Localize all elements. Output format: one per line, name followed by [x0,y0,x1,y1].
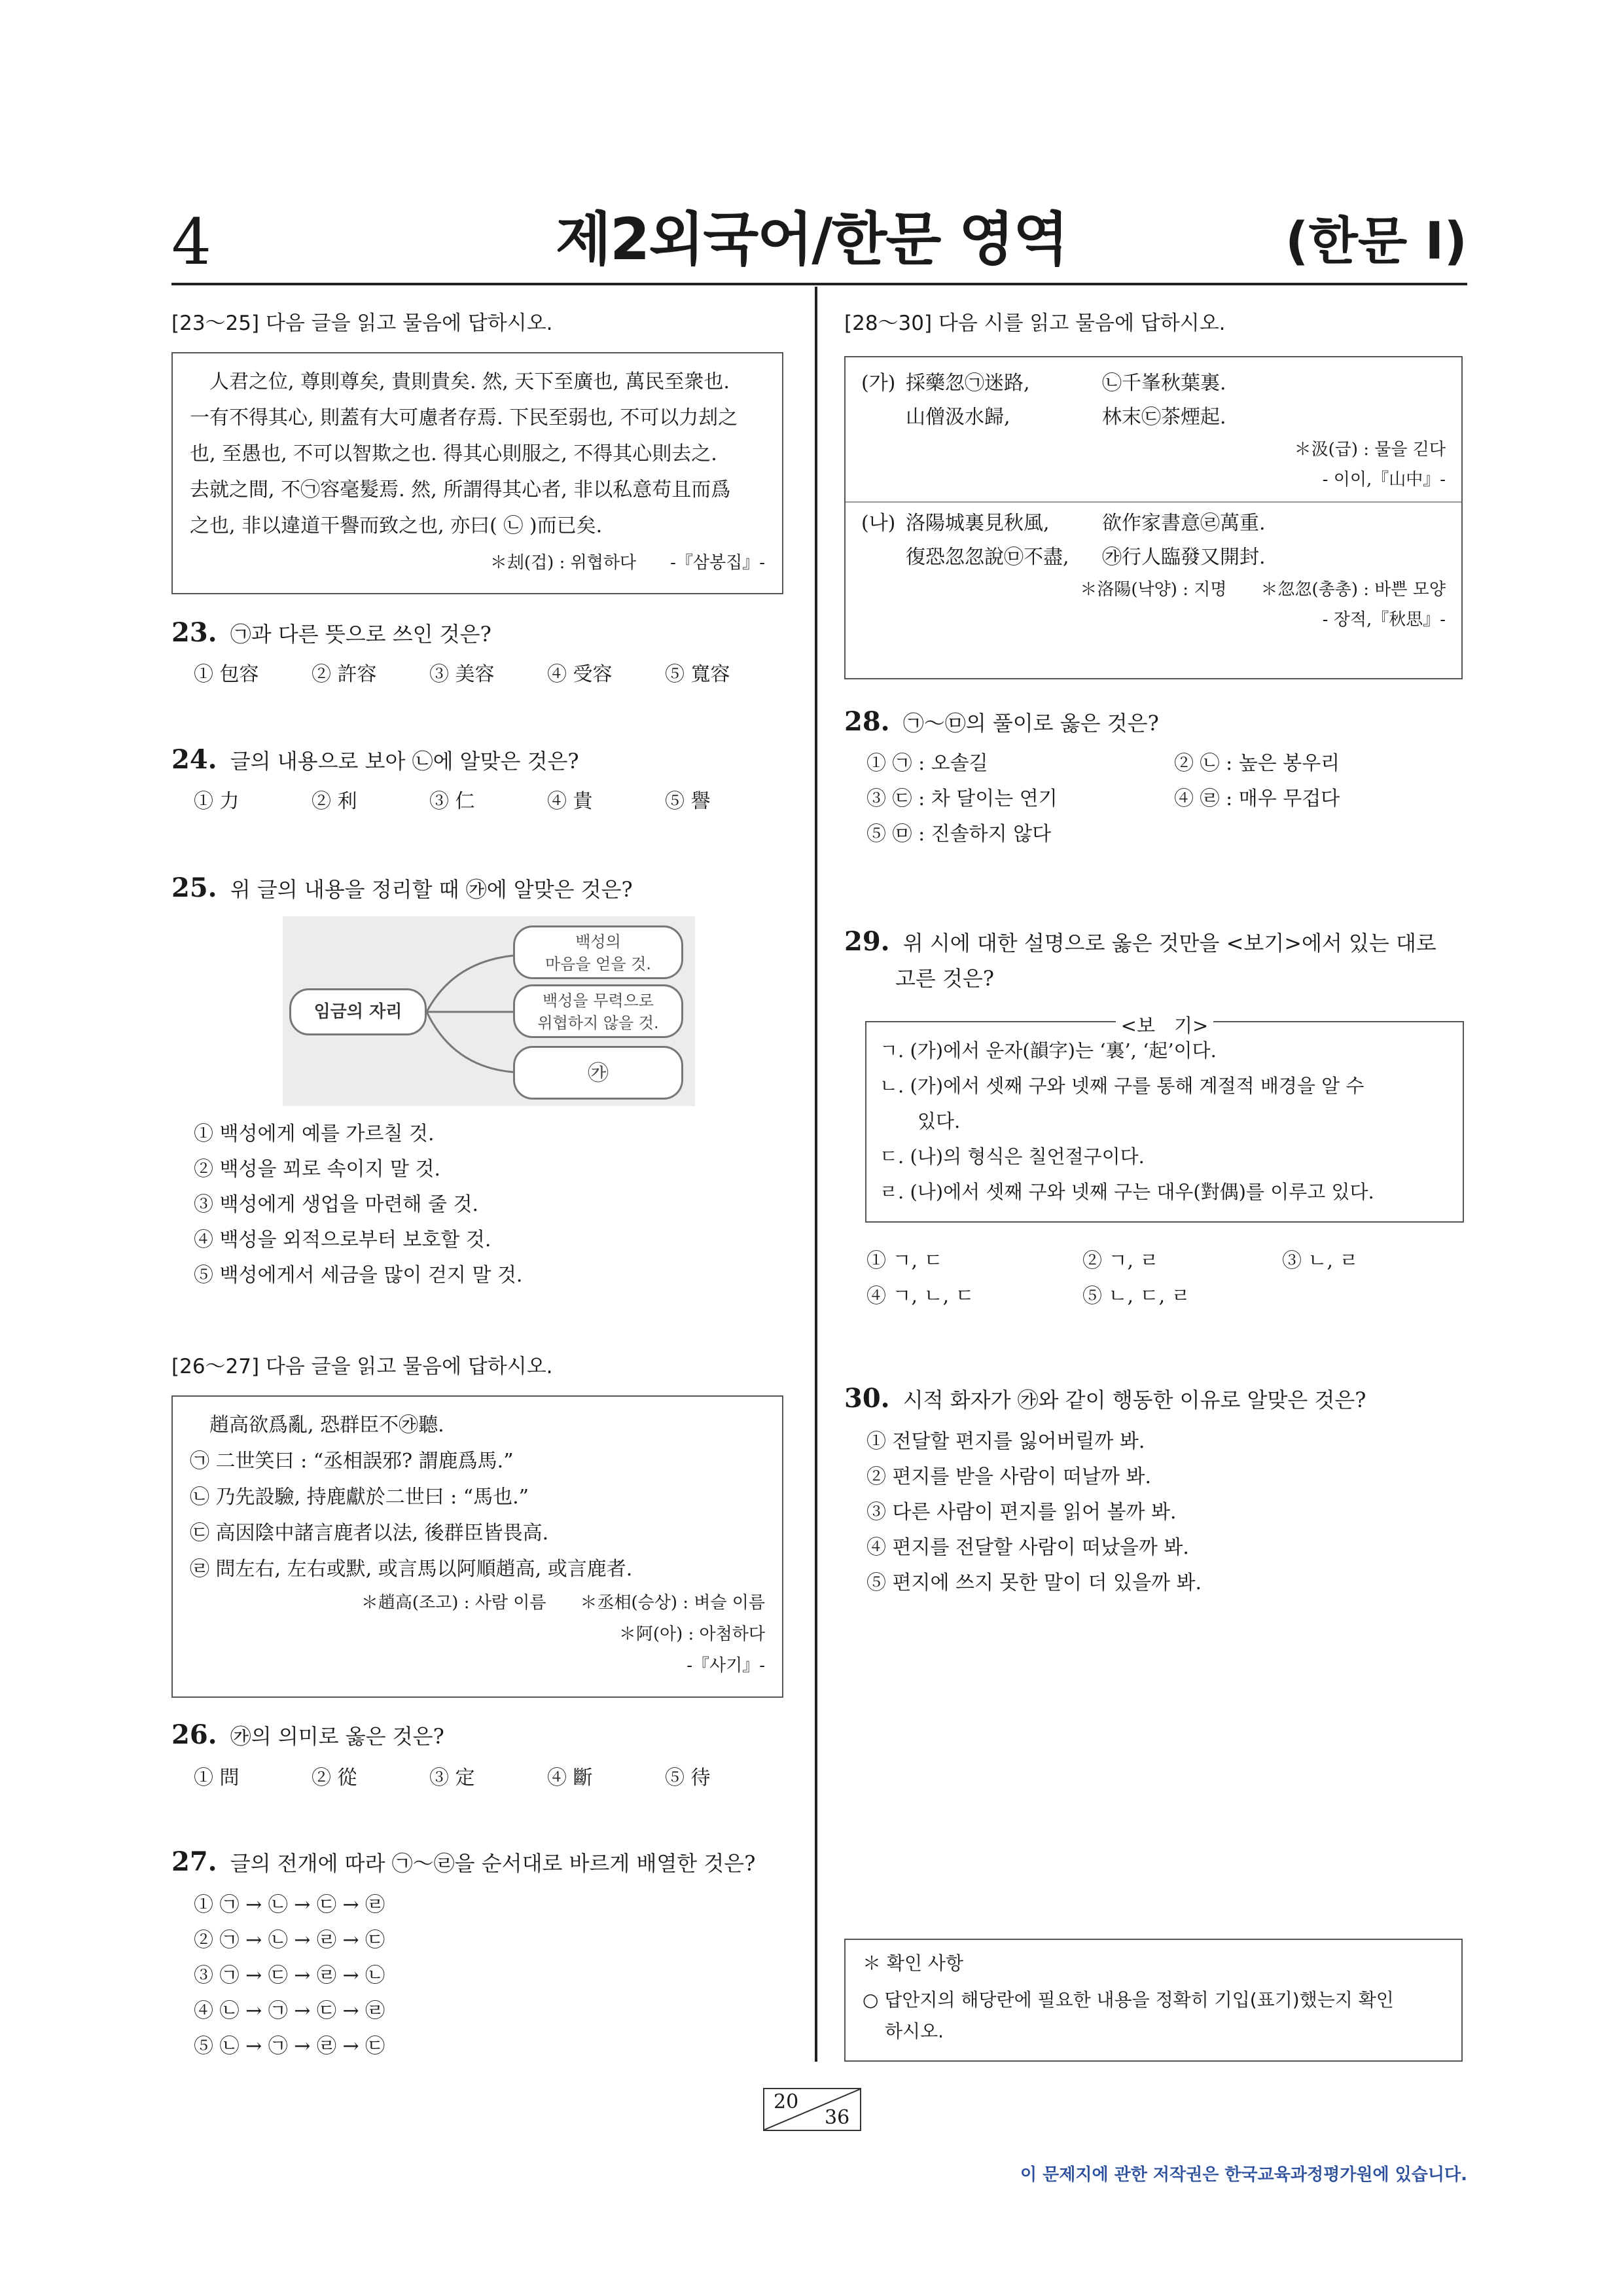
bogi-box [865,1014,1464,1223]
option-1[interactable]: ① ㄱ, ㄷ [866,1249,943,1272]
question-text: ㉮의 의미로 옳은 것은? [230,1724,444,1749]
passage-box-1 [171,352,783,594]
diagram-node-2 [513,984,683,1038]
option-3[interactable]: ③ 美容 [429,663,495,686]
option-3[interactable]: ③ 백성에게 생업을 마련해 줄 것. [194,1193,478,1216]
option-2[interactable]: ② ㉡ : 높은 봉우리 [1174,752,1340,775]
diagram-node-1 [513,925,683,979]
options-27 [194,1888,385,2064]
option-5[interactable]: ⑤ ㉤ : 진솔하지 않다 [866,823,1052,846]
node-line: 백성의 [575,933,621,951]
option-5[interactable]: ⑤ ㄴ, ㄷ, ㄹ [1082,1285,1190,1308]
poem-ga-line-2 [861,401,1446,435]
option-3[interactable]: ③ 다른 사람이 편지를 읽어 볼까 봐. [866,1501,1177,1524]
question-text: 글의 전개에 따라 ㉠～㉣을 순서대로 바르게 배열한 것은? [230,1851,756,1876]
option-1[interactable]: ① 包容 [194,663,259,686]
question-25 [171,870,633,907]
column-divider [815,287,817,2062]
options-26 [194,1761,783,1796]
option-5[interactable]: ⑤ 백성에게서 세금을 많이 걷지 말 것. [194,1264,523,1287]
poem-na-line-1 [861,507,1446,541]
poem-verse: 山僧汲水歸, [906,406,1010,429]
question-30 [844,1381,1366,1418]
page-title: 제2외국어/한문 영역 [555,206,1068,273]
option-4[interactable]: ④ ㄱ, ㄴ, ㄷ [866,1285,974,1308]
option-2[interactable]: ② ㄱ, ㄹ [1082,1249,1159,1272]
section-heading-26-27: [26～27] 다음 글을 읽고 물음에 답하시오. [171,1355,553,1378]
question-text: ㉠과 다른 뜻으로 쓰인 것은? [230,622,491,647]
option-5[interactable]: ⑤ 譽 [665,790,711,813]
page-counter [763,2088,861,2131]
poem-label: (나) [861,512,896,535]
option-5[interactable]: ⑤ 待 [665,1767,711,1789]
option-4[interactable]: ④ ㉡ → ㉠ → ㉢ → ㉣ [194,2000,385,2022]
bogi-title: <보 기> [1116,1014,1214,1037]
question-24 [171,742,579,779]
passage-note: ＊阿(아) : 아첨하다 [618,1624,765,1644]
poem-verse: ㉮行人臨發又開封. [1102,546,1266,569]
passage-source: -『사기』- [687,1656,765,1676]
passage-line: 也, 至愚也, 不可以智欺之也. 得其心則服之, 不得其心則去之. [190,442,717,465]
diagram [283,916,695,1106]
node-line: 위협하지 않을 것. [537,1014,659,1032]
option-2[interactable]: ② 利 [312,790,357,813]
subject-label: (한문 I) [1285,212,1467,271]
options-29 [866,1244,1455,1314]
poem-verse: 採藥忽㉠迷路, [906,372,1030,395]
option-2[interactable]: ② ㉠ → ㉡ → ㉣ → ㉢ [194,1929,385,1952]
check-box [844,1939,1463,2062]
option-3[interactable]: ③ ㄴ, ㄹ [1282,1249,1359,1272]
option-1[interactable]: ① 力 [194,790,240,813]
diagram-center-node: 임금의 자리 [289,988,427,1035]
question-text: 위 글의 내용을 정리할 때 ㉮에 알맞은 것은? [230,877,633,902]
question-28 [844,704,1159,741]
options-24 [194,784,783,819]
question-number: 29. [844,926,890,957]
poem-note: ＊洛陽(낙양) : 지명 ＊忽忽(총총) : 바쁜 모양 [1080,580,1446,600]
poem-source: - 장적,『秋思』- [1322,610,1446,630]
option-1[interactable]: ① 백성에게 예를 가르칠 것. [194,1122,435,1145]
question-text: 시적 화자가 ㉮와 같이 행동한 이유로 알맞은 것은? [902,1388,1366,1412]
question-number: 24. [171,744,217,775]
question-number: 23. [171,617,217,648]
node-line: 마음을 얻을 것. [545,955,651,973]
question-text: 위 시에 대한 설명으로 옳은 것만을 <보기>에서 있는 대로 [902,931,1436,956]
option-2[interactable]: ② 從 [312,1767,357,1789]
option-5[interactable]: ⑤ ㉡ → ㉠ → ㉣ → ㉢ [194,2035,385,2058]
option-3[interactable]: ③ ㉢ : 차 달이는 연기 [866,787,1058,810]
options-23 [194,657,783,692]
passage-line: 人君之位, 尊則尊矣, 貴則貴矣. 然, 天下至廣也, 萬民至衆也. [190,370,730,393]
option-4[interactable]: ④ 백성을 외적으로부터 보호할 것. [194,1229,491,1251]
page-number: 4 [171,206,212,279]
options-30 [866,1424,1202,1601]
connector-line [427,956,513,1012]
question-text-cont: 고른 것은? [895,966,994,991]
check-line: ○ 답안지의 해당란에 필요한 내용을 정확히 기입(표기)했는지 확인 [863,1989,1394,2011]
passage-line: ㉡ 乃先設驗, 持鹿獻於二世曰 : “馬也.” [190,1486,529,1509]
poem-verse: 洛陽城裏見秋風, [906,512,1050,535]
passage-line: ㉠ 二世笑曰 : “丞相誤邪? 謂鹿爲馬.” [190,1450,514,1473]
poem-source: - 이이,『山中』- [1322,470,1446,490]
option-1[interactable]: ① ㉠ → ㉡ → ㉢ → ㉣ [194,1893,385,1916]
question-text: 글의 내용으로 보아 ㉡에 알맞은 것은? [230,749,579,774]
passage-note: ＊刦(겁) : 위협하다 -『삼봉집』- [490,553,765,573]
option-4[interactable]: ④ 受容 [547,663,613,686]
option-3[interactable]: ③ ㉠ → ㉢ → ㉣ → ㉡ [194,1964,385,1987]
poem-ga-line-1 [861,367,1446,401]
option-5[interactable]: ⑤ 편지에 쓰지 못한 말이 더 있을까 봐. [866,1571,1202,1594]
question-26 [171,1717,444,1754]
check-line: 하시오. [885,2020,944,2042]
option-1[interactable]: ① ㉠ : 오솔길 [866,752,988,775]
poem-verse: 欲作家書意㉣萬重. [1102,512,1266,535]
poem-na-line-2 [861,541,1446,575]
diagram-node-3: ㉮ [513,1046,683,1100]
option-2[interactable]: ② 편지를 받을 사람이 떠날까 봐. [866,1465,1151,1488]
poem-label: (가) [861,372,896,395]
copyright-footer: 이 문제지에 관한 저작권은 한국교육과정평가원에 있습니다. [1020,2165,1467,2185]
option-4[interactable]: ④ 편지를 전달할 사람이 떠났을까 봐. [866,1536,1189,1559]
question-number: 28. [844,706,890,737]
question-number: 26. [171,1719,217,1750]
bogi-item: ㄱ. (가)에서 운자(韻字)는 ‘裏’, ‘起’이다. [880,1039,1217,1062]
current-page: 20 [774,2090,799,2113]
bogi-item: ㄷ. (나)의 형식은 칠언절구이다. [880,1145,1145,1168]
question-23 [171,615,491,652]
option-4[interactable]: ④ 貴 [547,790,593,813]
passage-note: ＊趙高(조고) : 사람 이름 ＊丞相(승상) : 벼슬 이름 [361,1593,765,1613]
passage-line: 之也, 非以違道干譽而致之也, 亦曰( ㉡ )而已矣. [190,514,603,537]
question-29 [844,924,1466,996]
question-text: ㉠～㉤의 풀이로 옳은 것은? [902,711,1159,736]
section-heading-28-30: [28～30] 다음 시를 읽고 물음에 답하시오. [844,312,1226,335]
option-4[interactable]: ④ ㉣ : 매우 무겁다 [1174,787,1340,810]
option-4[interactable]: ④ 斷 [547,1767,593,1789]
bogi-item: ㄴ. (가)에서 셋째 구와 넷째 구를 통해 계절적 배경을 알 수 [880,1075,1364,1097]
options-28 [866,746,1455,852]
question-number: 30. [844,1383,890,1414]
section-heading-23-25: [23～25] 다음 글을 읽고 물음에 답하시오. [171,312,553,335]
check-title: ＊ 확인 사항 [863,1952,963,1974]
passage-line: ㉣ 問左右, 左右或默, 或言馬以阿順趙高, 或言鹿者. [190,1558,633,1581]
option-5[interactable]: ⑤ 寬容 [665,663,730,686]
header-rule [171,283,1467,285]
bogi-title-wrap [866,1008,1463,1043]
option-3[interactable]: ③ 仁 [429,790,475,813]
passage-line: 趙高欲爲亂, 恐群臣不㉮聽. [190,1414,444,1437]
poem-note: ＊汲(급) : 물을 긷다 [1294,440,1446,459]
bogi-item: 있다. [880,1110,961,1132]
bogi-item: ㄹ. (나)에서 셋째 구와 넷째 구는 대우(對偶)를 이루고 있다. [880,1181,1374,1203]
poem-verse: ㉡千峯秋葉裏. [1102,372,1226,395]
passage-line: 一有不得其心, 則蓋有大可慮者存焉. 下民至弱也, 不可以力刦之 [190,406,738,429]
total-pages: 36 [825,2106,850,2129]
options-25 [194,1117,522,1293]
passage-line: ㉢ 高因陰中諸言鹿者以法, 後群臣皆畏高. [190,1522,549,1545]
poem-box [844,356,1463,679]
option-1[interactable]: ① 전달할 편지를 잃어버릴까 봐. [866,1430,1145,1453]
option-3[interactable]: ③ 定 [429,1767,475,1789]
poem-verse: 林末㉢茶煙起. [1102,406,1226,429]
poem-verse: 復恐忽忽說㉤不盡, [906,546,1069,569]
question-number: 27. [171,1846,217,1877]
passage-line: 去就之間, 不㉠容毫髮焉. 然, 所謂得其心者, 非以私意苟且而爲 [190,478,731,501]
option-2[interactable]: ② 許容 [312,663,377,686]
question-number: 25. [171,872,217,903]
option-1[interactable]: ① 問 [194,1767,240,1789]
option-2[interactable]: ② 백성을 꾀로 속이지 말 것. [194,1158,441,1181]
passage-box-2 [171,1395,783,1698]
question-27 [171,1844,755,1881]
connector-line [427,1012,513,1072]
node-line: 백성을 무력으로 [543,992,654,1010]
